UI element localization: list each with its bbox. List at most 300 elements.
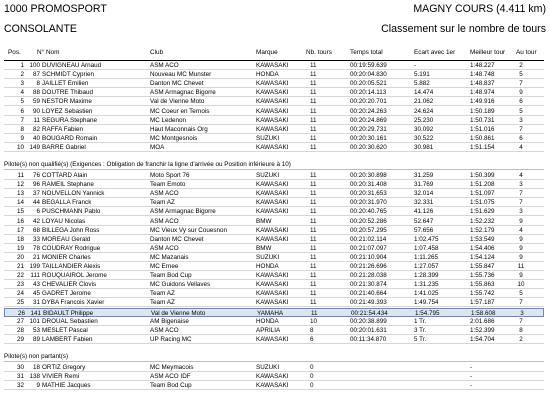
cell-name: DUVIGNEAU Arnaud [42,62,102,69]
cell-name: BILLEGA John Ross [42,226,100,234]
cell-best: 1:48.748 [470,71,495,79]
cell-lap: 7 [519,125,523,133]
table-row [4,180,544,189]
cell-name: JAILLET Emilien [42,80,89,88]
cell-best: 1:52.179 [470,226,495,234]
cell-gap: 1:27.057 [414,263,439,270]
cell-best: 1:53.549 [470,235,495,243]
cell-gap: 1:11.265 [414,253,439,261]
table-row [4,61,544,70]
cell-total: 00:20:20.701 [350,98,387,106]
cell-brand: KAWASAKI [256,80,289,88]
cell-laps: 10 [310,317,318,325]
cell-brand: HONDA [256,317,279,325]
table-row [4,335,544,344]
cell-no: 101 [29,317,40,325]
cell-club: MC Vieux Vy sur Couesnon [150,226,227,234]
cell-no: 6 [36,208,40,216]
cell-name: COUDRAY Rodrigue [42,244,101,252]
cell-laps: 11 [310,244,317,252]
table-row [4,226,544,235]
cell-pos: 3 [20,80,24,88]
cell-pos: 9 [20,134,24,142]
cell-name: BARRE Gabriel [42,143,86,151]
cell-lap: 6 [519,98,523,106]
cell-laps: 11 [310,217,317,225]
cell-pos: 5 [20,98,24,106]
cell-brand: KAWASAKI [256,208,289,216]
cell-laps: 11 [310,143,317,151]
cell-brand: KAWASAKI [256,107,289,115]
cell-laps: 11 [310,80,317,88]
cell-no: 82 [32,125,40,133]
cell-gap: 31.259 [414,172,434,179]
cell-brand: KAWASAKI [256,290,289,298]
race-name: CONSOLANTE [4,23,77,35]
cell-total: 00:20:31.408 [350,181,387,189]
cell-laps: 11 [310,62,317,69]
table-row [4,116,544,125]
cell-laps: 11 [310,272,317,280]
cell-best: 1:54.406 [470,244,495,252]
cell-no: 89 [32,335,40,343]
cell-club: Team AZ [150,199,175,207]
cell-pos: 26 [17,309,25,317]
cell-lap: 3 [519,116,523,124]
col-brand: Marque [256,49,278,56]
cell-total: 00:21:02.114 [350,235,387,243]
cell-best: 1:48.227 [470,62,495,69]
cell-laps: 11 [310,125,317,133]
cell-pos: 27 [16,317,24,325]
cell-name: DROUAL Sebastien [42,317,98,325]
cell-pos: 11 [17,172,24,179]
cell-pos: 19 [16,244,24,252]
cell-total: 00:11:34.870 [350,335,387,343]
cell-no: 76 [32,172,40,179]
cell-club: UP Racing MC [150,335,192,343]
table-row [4,381,544,390]
cell-total: 00:20:29.731 [350,125,387,133]
cell-lap: 2 [519,62,523,69]
cell-best: 1:58.608 [471,309,496,317]
cell-no: 8 [36,80,40,88]
cell-total: 00:20:31.653 [350,190,387,198]
cell-no: 43 [32,281,40,289]
cell-club: Nouveau MC Munster [150,71,212,79]
cell-brand: KAWASAKI [256,199,289,207]
cell-brand: KAWASAKI [256,125,289,133]
cell-club: Team Bod Cup [150,382,192,390]
cell-pos: 2 [20,71,24,79]
cell-name: BEGALLA Franck [42,199,92,207]
cell-gap: 32.014 [414,190,434,198]
cell-brand: SUZUKI [256,253,280,261]
cell-total: 00:21:07.097 [350,244,387,252]
cell-best: 1:50.861 [470,134,495,142]
table-row [4,134,544,143]
cell-gap: 1:54.795 [415,309,440,317]
cell-total: 00:20:57.295 [350,226,387,234]
cell-name: LOYEZ Sebastien [42,107,93,115]
cell-gap: 5.882 [414,80,430,88]
cell-no: 21 [32,253,40,261]
cell-name: NOUVELLON Yannick [42,190,105,198]
cell-best: - [470,363,473,371]
cell-name: COTTARD Alain [42,172,88,179]
cell-gap: - [414,62,417,69]
cell-brand: SUZUKI [256,172,280,179]
table-row [4,289,544,298]
cell-total: 00:20:38.899 [350,317,387,325]
cell-club: MC Guidons Vellaves [150,281,211,289]
cell-best: - [470,373,473,380]
cell-brand: KAWASAKI [256,299,289,307]
cell-best: 1:55.847 [470,263,495,270]
cell-no: 42 [32,217,40,225]
cell-pos: 32 [16,382,24,390]
cell-laps: 0 [310,373,314,380]
cell-total: 00:20:01.631 [350,326,387,334]
table-row [4,363,544,372]
cell-best: 1:51.208 [470,181,495,189]
table-row [4,235,544,244]
cell-gap: 52.647 [414,217,434,225]
cell-pos: 18 [16,235,24,243]
cell-lap: 7 [519,199,523,207]
cell-total: 00:20:40.765 [350,208,387,216]
cell-lap: 5 [519,107,523,115]
table-row [4,317,544,326]
table-row [4,217,544,226]
cell-club: MOA [150,143,165,151]
cell-name: DOUTRE Thibaud [42,89,93,97]
section-label: Pilote(s) non partant(s) [4,352,69,360]
table-row [4,253,544,262]
cell-laps: 11 [310,235,317,243]
cell-no: 68 [32,226,40,234]
cell-total: 00:20:30.620 [350,143,387,151]
cell-club: Val de Vienne Moto [150,98,205,106]
cell-pos: 8 [20,125,24,133]
cell-club: AM Bigenaise [150,317,189,325]
cell-club: Team Emoto [150,181,186,189]
cell-name: RAMEIL Stephane [42,181,94,189]
cell-laps: 11 [311,309,318,317]
cell-pos: 1 [20,62,24,69]
cell-no: 9 [36,382,40,390]
cell-club: MC Coeur en Ternois [150,107,210,115]
cell-best: 1:52.399 [470,326,495,334]
cell-club: ASM ACO [150,217,179,225]
cell-name: MOREAU Gerald [42,235,91,243]
cell-best: 1:52.232 [470,217,495,225]
table-row [4,189,544,198]
cell-brand: KAWASAKI [256,382,289,390]
cell-best: 1:48.837 [470,80,495,88]
cell-laps: 11 [310,134,317,142]
cell-club: Team Bod Cup [150,272,192,280]
cell-pos: 12 [16,181,24,189]
col-no-name: N° Nom [37,49,60,56]
cell-gap: 1 Tr. [414,317,427,325]
cell-lap: 4 [519,172,523,179]
table-row [4,198,544,207]
cell-lap: 10 [517,281,525,289]
cell-laps: 11 [310,71,317,79]
cell-pos: 28 [16,326,24,334]
cell-best: 1:55.736 [470,272,495,280]
cell-pos: 4 [20,89,24,97]
cell-laps: 11 [310,226,317,234]
cell-name: TAILLANDIER Alexis [42,263,101,270]
cell-laps: 11 [310,107,317,115]
cell-laps: 11 [310,190,317,198]
cell-best: 1:54.124 [470,253,495,261]
cell-no: 90 [32,107,40,115]
cell-club: MC Montgesnois [150,134,198,142]
col-club: Club [150,49,164,56]
table-row [4,171,544,180]
cell-best: 1:54.704 [470,335,495,343]
table-row [4,143,544,152]
cell-club: ASM Armagnac Bigorre [150,89,216,97]
cell-name: BIDAULT Philippe [43,309,94,317]
cell-best: 1:51.629 [470,208,495,216]
cell-gap: 1:41.025 [414,290,439,298]
cell-no: 138 [29,373,40,380]
cell-best: 1:50.399 [470,172,495,179]
table-row [4,88,544,97]
cell-club: ASM ACO [150,190,179,198]
cell-lap: 2 [519,335,523,343]
section-label: Pilote(s) non qualifié(s) (Exigences : Obligation de franchir la ligne d'arrivée ou Position inférieure à 10) [4,161,291,168]
cell-club: ASM ACO [150,326,179,334]
table-row [4,326,544,335]
cell-total: 00:20:05.521 [350,80,387,88]
cell-brand: KAWASAKI [256,335,289,343]
cell-lap: 9 [519,235,523,243]
cell-pos: 10 [16,143,24,151]
cell-lap: 8 [519,326,523,334]
cell-club: MC Mazanais [150,253,189,261]
cell-no: 59 [32,98,40,106]
cell-name: GADRET Jerome [42,290,91,298]
cell-gap: 41.126 [414,208,434,216]
cell-lap: 6 [519,134,523,142]
cell-pos: 13 [16,190,24,198]
cell-lap: 7 [519,80,523,88]
cell-laps: 11 [310,299,317,307]
cell-brand: KAWASAKI [256,143,289,151]
cell-laps: 11 [310,281,317,289]
cell-total: 00:21:26.696 [350,263,387,270]
cell-total: 00:21:40.664 [350,290,387,298]
cell-lap: 9 [519,253,523,261]
cell-pos: 24 [16,290,24,298]
cell-lap: 5 [519,290,523,298]
cell-laps: 11 [310,116,317,124]
cell-pos: 22 [16,272,24,280]
col-gap: Ecart avec 1er [414,49,456,56]
cell-name: MESLET Pascal [42,326,88,334]
table-row [4,262,544,271]
cell-brand: KAWASAKI [256,181,289,189]
cell-pos: 6 [20,107,24,115]
cell-brand: KAWASAKI [256,226,289,234]
cell-name: VIVIER Remi [42,373,80,380]
cell-best: 1:51.097 [470,190,495,198]
cell-club: MC Ledenon [150,116,187,124]
cell-gap: 21.062 [414,98,434,106]
column-headers [0,46,550,60]
cell-pos: 17 [16,226,24,234]
cell-laps: 11 [310,253,317,261]
cell-lap: 4 [519,143,523,151]
cell-total: 00:20:30.161 [350,134,387,142]
cell-club: ASM Armagnac Bigorre [150,208,216,216]
cell-brand: KAWASAKI [256,190,289,198]
cell-laps: 0 [310,382,314,390]
cell-pos: 16 [16,217,24,225]
cell-club: Danton MC Chevet [150,235,204,243]
table-row [4,308,544,317]
col-best-lap: Meilleur tour [470,49,506,56]
cell-gap: 1:31.235 [414,281,439,289]
table-row [4,107,544,116]
cell-lap: 9 [519,217,523,225]
cell-gap: 3 Tr. [414,326,427,334]
cell-name: DYBA Francois Xavier [42,299,105,307]
cell-lap: 3 [519,181,523,189]
cell-no: 78 [32,244,40,252]
cell-total: 00:21:49.393 [350,299,387,307]
cell-gap: 1:07.458 [414,244,439,252]
cell-brand: KAWASAKI [256,89,289,97]
cell-no: 100 [29,62,40,69]
cell-brand: KAWASAKI [256,98,289,106]
table-row [4,280,544,289]
cell-laps: 11 [310,199,317,207]
cell-club: Team AZ [150,290,175,298]
cell-best: 1:55.742 [470,290,495,298]
cell-best: 1:49.916 [470,98,495,106]
cell-name: LOYAU Nicolas [42,217,86,225]
cell-name: PUSCHMANN Pablo [42,208,101,216]
cell-no: 18 [32,363,40,371]
cell-no: 149 [29,143,40,151]
cell-name: SCHMIDT Cyprien [42,71,95,79]
cell-gap: 5.191 [414,71,430,79]
cell-brand: BMW [256,217,272,225]
cell-club: ASM ACO [150,62,179,69]
cell-lap: 11 [517,263,525,270]
cell-name: CHEVALIER Clovis [42,281,97,289]
cell-total: 00:21:28.038 [350,272,387,280]
cell-lap: 4 [519,226,523,234]
cell-pos: 30 [16,363,24,371]
cell-gap: 30.092 [414,125,434,133]
cell-pos: 23 [16,281,24,289]
cell-gap: 1:49.754 [414,299,439,307]
cell-lap: 7 [519,190,523,198]
cell-best: - [470,382,473,390]
cell-no: 199 [29,263,40,270]
cell-brand: KAWASAKI [256,62,289,69]
cell-laps: 6 [310,335,314,343]
col-lap-no: Au tour [516,49,537,56]
cell-gap: 25.230 [414,116,434,124]
classification-type: Classement sur le nombre de tours [381,23,546,35]
cell-pos: 21 [16,263,24,270]
cell-best: 1:51.016 [470,125,495,133]
table-row [4,244,544,253]
cell-lap: 9 [519,244,523,252]
cell-gap: 24.624 [414,107,434,115]
cell-no: 141 [30,309,41,317]
cell-total: 00:21:30.874 [350,281,387,289]
cell-name: SEGURA Stephane [42,116,97,124]
cell-lap: 9 [519,272,523,280]
table-row [4,271,544,280]
cell-best: 1:50.731 [470,116,495,124]
table-row [4,207,544,216]
cell-brand: BMW [256,244,272,252]
cell-laps: 11 [310,181,317,189]
cell-lap: 5 [519,71,523,79]
cell-no: 45 [32,290,40,298]
cell-laps: 11 [310,172,317,179]
table-row [4,125,544,134]
cell-total: 00:21:10.904 [350,253,387,261]
cell-no: 96 [32,181,40,189]
cell-best: 1:55.863 [470,281,495,289]
cell-no: 44 [32,199,40,207]
cell-lap: 3 [519,208,523,216]
cell-no: 87 [32,71,40,79]
cell-gap: 1:28.399 [414,272,439,280]
cell-total: 00:20:31.970 [350,199,387,207]
cell-pos: 25 [16,299,24,307]
cell-no: 37 [32,190,40,198]
cell-gap: 14.474 [414,89,434,97]
cell-club: Val de Vienne Moto [151,309,206,317]
cell-club: Danton MC Chevet [150,80,204,88]
cell-name: LAMBERT Fabien [42,335,93,343]
cell-pos: 14 [16,199,24,207]
cell-gap: 5 Tr. [414,335,427,343]
cell-total: 00:20:24.263 [350,107,387,115]
section-divider [4,169,544,170]
cell-name: RAFFA Fabien [42,125,83,133]
cell-brand: KAWASAKI [256,272,289,280]
cell-brand: KAWASAKI [256,373,289,380]
circuit-name: MAGNY COURS (4.411 km) [413,3,546,15]
cell-total: 00:20:52.286 [350,217,387,225]
cell-name: ORTIZ Gregory [42,363,86,371]
cell-gap: 30.522 [414,134,434,142]
cell-total: 00:20:30.898 [350,172,387,179]
cell-gap: 31.769 [414,181,434,189]
cell-best: 1:57.187 [470,299,495,307]
cell-best: 1:50.189 [470,107,495,115]
cell-name: BOUGARD Romain [42,134,98,142]
col-pos: Pos. [8,49,21,56]
cell-no: 53 [32,326,40,334]
cell-club: MC Meymacois [150,363,194,371]
col-laps: Nb. tours [306,49,332,56]
cell-lap: 9 [519,89,523,97]
